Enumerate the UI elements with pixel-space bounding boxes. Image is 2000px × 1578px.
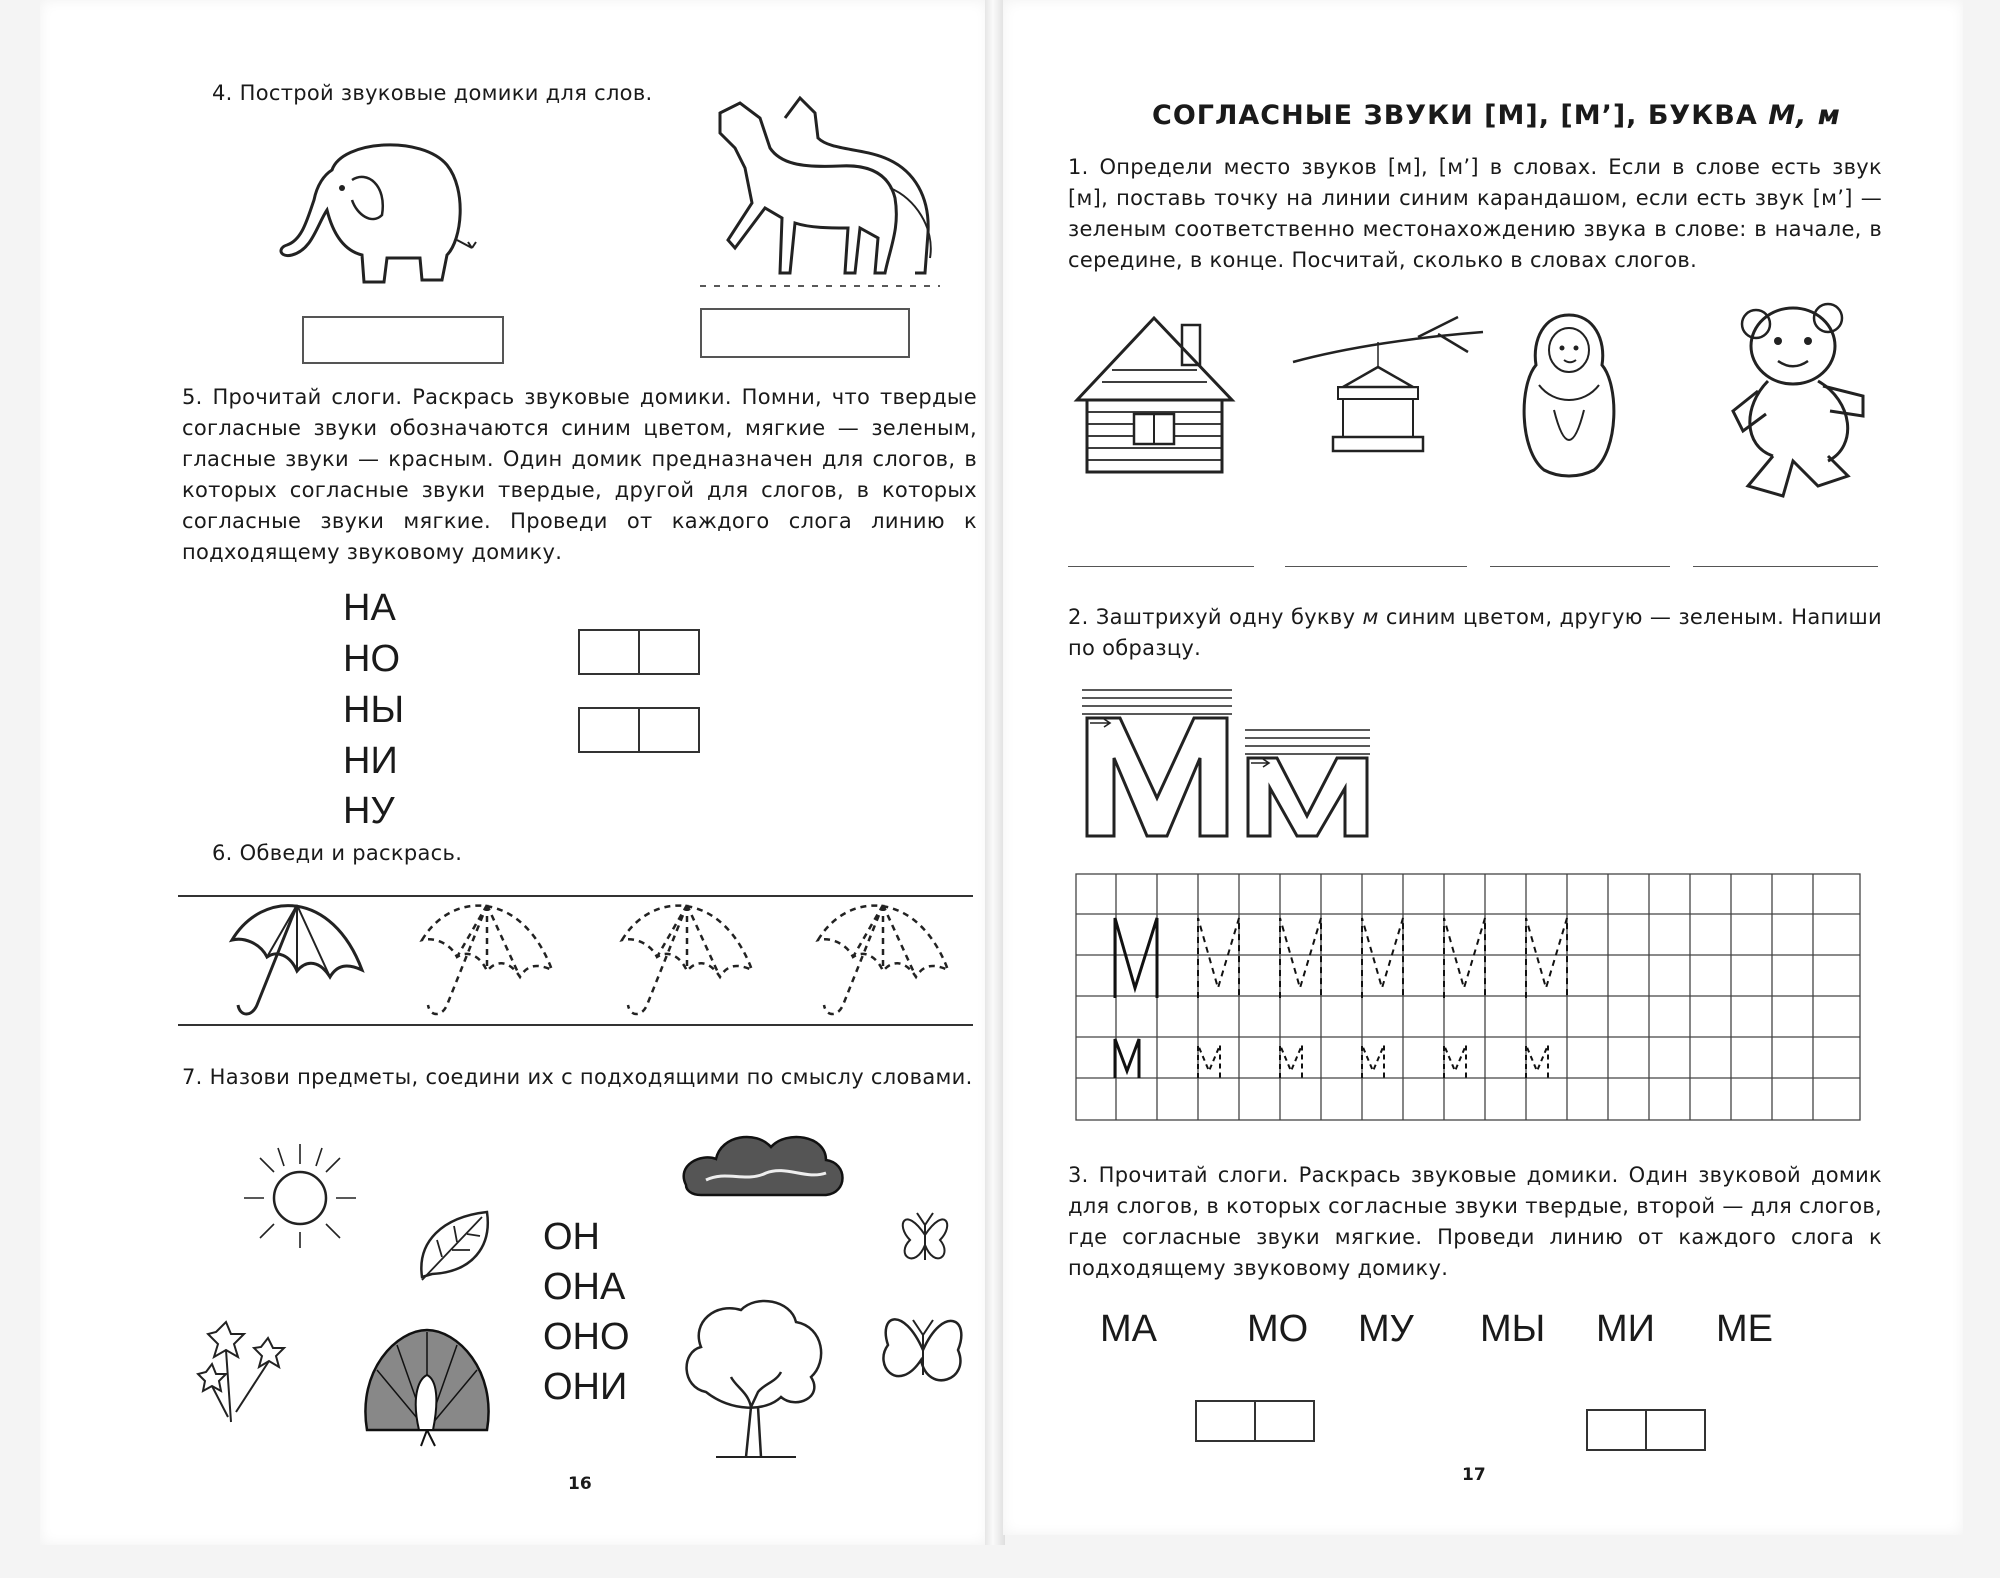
syllable-ma: МА (1100, 1308, 1157, 1350)
small-letter-m-outline[interactable] (1245, 728, 1370, 840)
flowers-image (186, 1312, 296, 1427)
sound-house-hard-m[interactable] (1195, 1400, 1315, 1442)
log-house-image (1072, 310, 1237, 480)
leaf-image (412, 1202, 502, 1287)
syllable-nu: НУ (343, 790, 395, 832)
pronoun-oni: ОНИ (543, 1366, 628, 1408)
page-number-right: 17 (1462, 1465, 1486, 1485)
writing-practice-grid[interactable] (1075, 873, 1861, 1121)
big-letter-M-outline[interactable] (1082, 688, 1232, 840)
pronoun-ono: ОНО (543, 1316, 630, 1358)
umbrella-dotted-1[interactable] (412, 895, 562, 1025)
umbrella-dotted-3[interactable] (808, 895, 958, 1025)
task-3-text: 3. Прочитай слоги. Раскрась звуковые домики. Один звуковой домик для слогов, в которых согласные звуки твердые, второй — для слогов, где согласные звуки мягкие. Проведи линию от каждого слога к подходящему звуковому домику. (1068, 1163, 1882, 1280)
butterfly-image (873, 1300, 973, 1400)
task-5-text: 5. Прочитай слоги. Раскрась звуковые домики. Помни, что твердые согласные звуки обозначаются синим цветом, мягкие — зеленым, гласные звуки — красным. Один домик предназначен для слогов, в которых согласные звуки твердые, другой для слогов, в которых согласные звуки мягкие. Проведи от каждого слога линию к подходящему звуковому домику. (182, 385, 977, 564)
horses-image (690, 88, 950, 298)
syllable-mi: МИ (1596, 1308, 1655, 1350)
syllable-no: НО (343, 638, 400, 680)
sound-house-soft[interactable] (578, 707, 700, 753)
task-2-text: 2. Заштрихуй одну букву м синим цветом, другую — зеленым. Напиши по образцу. (1068, 605, 1883, 660)
task-4-text: 4. Построй звуковые домики для слов. (212, 81, 653, 105)
word-scheme-box-horses[interactable] (700, 308, 910, 358)
syllable-me: МЕ (1716, 1308, 1773, 1350)
syllable-na: НА (343, 587, 396, 629)
matryoshka-image (1514, 310, 1624, 480)
cloud-image (676, 1125, 851, 1205)
syllable-my: МЫ (1480, 1308, 1546, 1350)
tree-image (676, 1292, 836, 1462)
page-number-left: 16 (568, 1474, 592, 1494)
answer-line-bear[interactable] (1693, 566, 1878, 567)
task-6-text: 6. Обведи и раскрась. (212, 841, 463, 865)
syllable-ny: НЫ (343, 689, 405, 731)
task-1-text: 1. Определи место звуков [м], [м’] в словах. Если в слове есть звук [м], поставь точку на линии синим карандашом, если есть звук [м’] — зеленым соответственно местонахождению звука в слове: в начале, в середине, в конце. Посчитай, сколько в словах слогов. (1068, 155, 1882, 272)
syllable-ni: НИ (343, 740, 398, 782)
book-spine (985, 0, 1005, 1545)
answer-line-house[interactable] (1068, 566, 1254, 567)
answer-line-matryoshka[interactable] (1490, 566, 1670, 567)
page-title: СОГЛАСНЫЕ ЗВУКИ [М], [М’], БУКВА М, м (1152, 100, 1841, 131)
sound-house-soft-m[interactable] (1586, 1409, 1706, 1451)
bird-feeder-image (1288, 312, 1488, 472)
pronoun-on: ОН (543, 1216, 600, 1258)
word-scheme-box-elephant[interactable] (302, 316, 504, 364)
butterfly-small-image (895, 1195, 955, 1275)
answer-line-feeder[interactable] (1285, 566, 1467, 567)
syllable-mo: МО (1247, 1308, 1309, 1350)
umbrella-dotted-2[interactable] (612, 895, 762, 1025)
sun-image (240, 1140, 360, 1250)
pronoun-ona: ОНА (543, 1266, 626, 1308)
syllable-mu: МУ (1358, 1308, 1414, 1350)
task-7-text: 7. Назови предметы, соедини их с подходящими по смыслу словами. (182, 1065, 973, 1089)
sound-house-hard[interactable] (578, 629, 700, 675)
peacock-image (357, 1320, 497, 1450)
teddy-bear-image (1728, 296, 1878, 506)
elephant-image (272, 130, 482, 290)
umbrella-image (222, 895, 372, 1025)
